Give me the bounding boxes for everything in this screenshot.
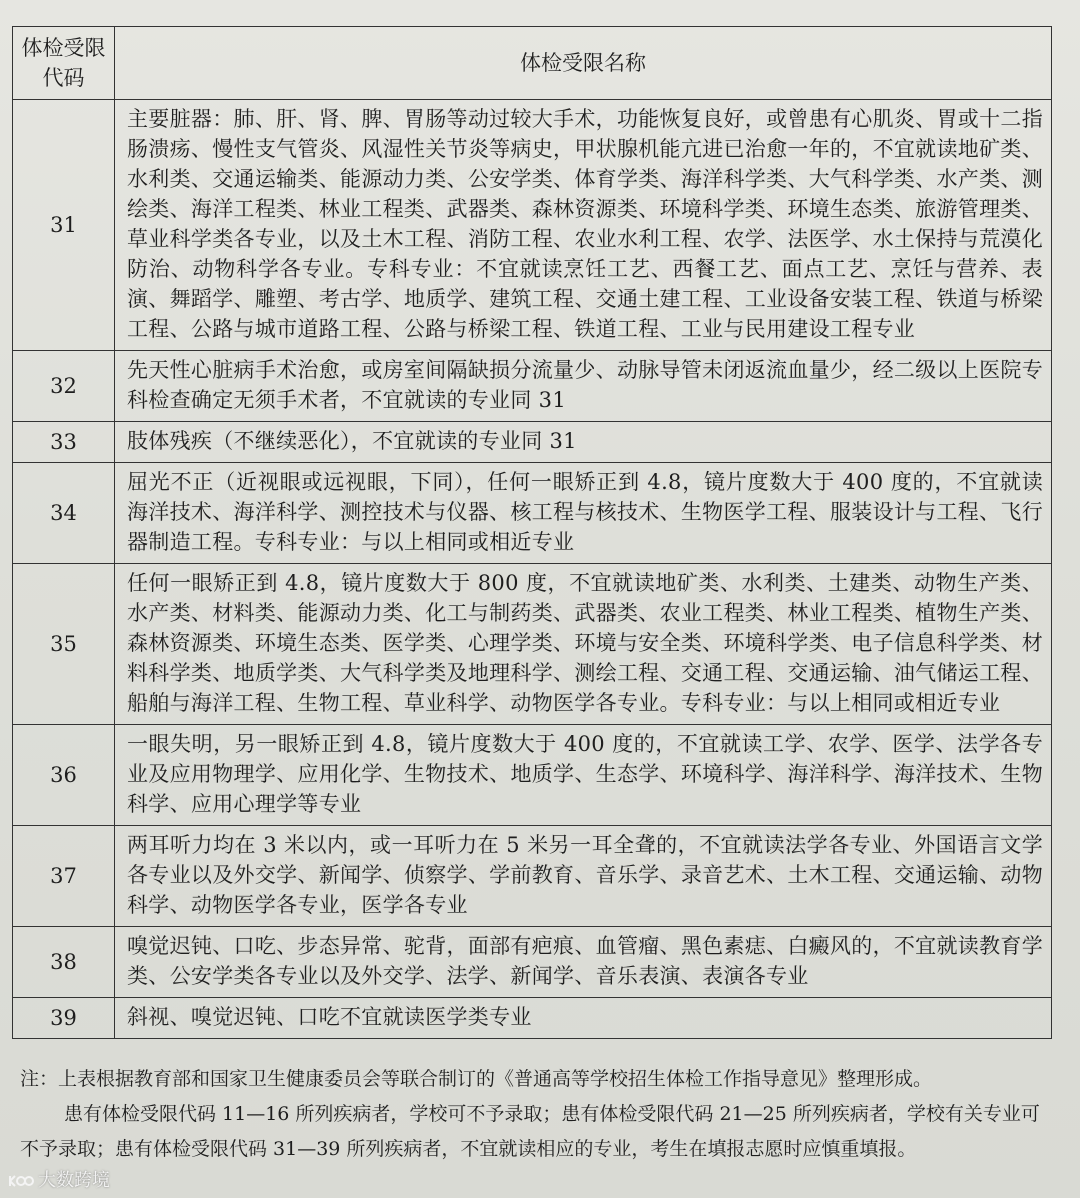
restriction-table-container bbox=[12, 26, 1052, 1046]
table-header-row bbox=[13, 27, 1052, 100]
row-code: 31 bbox=[13, 100, 115, 351]
name-column-header: 体检受限名称 bbox=[115, 27, 1052, 100]
code-column-header: 体检受限代码 bbox=[13, 27, 115, 100]
row-description: 主要脏器：肺、肝、肾、脾、胃肠等动过较大手术，功能恢复良好，或曾患有心肌炎、胃或十二指肠溃疡、慢性支气管炎、风湿性关节炎等病史，甲状腺机能亢进已治愈一年的，不宜就读地矿类、水利类、交通运输类、能源动力类、公安学类、体育学类、海洋科学类、大气科学类、水产类、测绘类、海洋工程类、林业工程类、武器类、森林资源类、环境科学类、环境生态类、旅游管理类、草业科学类各专业，以及土木工程、消防工程、农业水利工程、农学、法医学、水土保持与荒漠化防治、动物科学各专业。专科专业：不宜就读烹饪工艺、西餐工艺、面点工艺、烹饪与营养、表演、舞蹈学、雕塑、考古学、地质学、建筑工程、交通土建工程、工业设备安装工程、铁道与桥梁工程、公路与城市道路工程、公路与桥梁工程、铁道工程、工业与民用建设工程专业 bbox=[115, 100, 1052, 351]
row-description: 两耳听力均在 3 米以内，或一耳听力在 5 米另一耳全聋的，不宜就读法学各专业、外国语言文学各专业以及外交学、新闻学、侦察学、学前教育、音乐学、录音艺术、土木工程、交通运输、动物科学、动物医学各专业，医学各专业 bbox=[115, 826, 1052, 927]
table-row bbox=[13, 826, 1052, 927]
table-row bbox=[13, 463, 1052, 564]
watermark-text: 大数跨境 bbox=[38, 1170, 110, 1191]
table-row bbox=[13, 725, 1052, 826]
restriction-table bbox=[12, 26, 1052, 1039]
row-description: 斜视、嗅觉迟钝、口吃不宜就读医学类专业 bbox=[115, 998, 1052, 1039]
row-description: 肢体残疾（不继续恶化），不宜就读的专业同 31 bbox=[115, 422, 1052, 463]
row-description: 先天性心脏病手术治愈，或房室间隔缺损分流量少、动脉导管未闭返流血量少，经二级以上医院专科检查确定无须手术者，不宜就读的专业同 31 bbox=[115, 351, 1052, 422]
watermark-logo-icon bbox=[8, 1172, 34, 1190]
table-row bbox=[13, 100, 1052, 351]
row-code: 35 bbox=[13, 564, 115, 725]
row-code: 39 bbox=[13, 998, 115, 1039]
row-description: 任何一眼矫正到 4.8，镜片度数大于 800 度，不宜就读地矿类、水利类、土建类、动物生产类、水产类、材料类、能源动力类、化工与制药类、武器类、农业工程类、林业工程类、植物生产类、森林资源类、环境生态类、医学类、心理学类、环境与安全类、环境科学类、电子信息科学类、材料科学类、地质学类、大气科学类及地理科学、测绘工程、交通工程、交通运输、油气储运工程、船舶与海洋工程、生物工程、草业科学、动物医学各专业。专科专业：与以上相同或相近专业 bbox=[115, 564, 1052, 725]
row-code: 36 bbox=[13, 725, 115, 826]
table-row bbox=[13, 998, 1052, 1039]
row-code: 34 bbox=[13, 463, 115, 564]
table-row bbox=[13, 564, 1052, 725]
row-code: 32 bbox=[13, 351, 115, 422]
table-row bbox=[13, 351, 1052, 422]
watermark bbox=[8, 1166, 110, 1192]
row-code: 33 bbox=[13, 422, 115, 463]
table-row bbox=[13, 422, 1052, 463]
table-notes bbox=[20, 1062, 1040, 1167]
row-description: 嗅觉迟钝、口吃、步态异常、驼背，面部有疤痕、血管瘤、黑色素痣、白癜风的，不宜就读教育学类、公安学类各专业以及外交学、法学、新闻学、音乐表演、表演各专业 bbox=[115, 927, 1052, 998]
row-code: 38 bbox=[13, 927, 115, 998]
table-row bbox=[13, 927, 1052, 998]
note-admission-rules: 患有体检受限代码 11—16 所列疾病者，学校可不予录取；患有体检受限代码 21—25 所列疾病者，学校有关专业可不予录取；患有体检受限代码 31—39 所列疾病者，不宜就读相应的专业，考生在填报志愿时应慎重填报。 bbox=[20, 1103, 1040, 1160]
row-code: 37 bbox=[13, 826, 115, 927]
row-description: 一眼失明，另一眼矫正到 4.8，镜片度数大于 400 度的，不宜就读工学、农学、医学、法学各专业及应用物理学、应用化学、生物技术、地质学、生态学、环境科学、海洋科学、海洋技术、生物科学、应用心理学等专业 bbox=[115, 725, 1052, 826]
note-source: 注：上表根据教育部和国家卫生健康委员会等联合制订的《普通高等学校招生体检工作指导意见》整理形成。 bbox=[20, 1068, 933, 1090]
row-description: 屈光不正（近视眼或远视眼，下同），任何一眼矫正到 4.8，镜片度数大于 400 度的，不宜就读海洋技术、海洋科学、测控技术与仪器、核工程与核技术、生物医学工程、服装设计与工程、飞行器制造工程。专科专业：与以上相同或相近专业 bbox=[115, 463, 1052, 564]
